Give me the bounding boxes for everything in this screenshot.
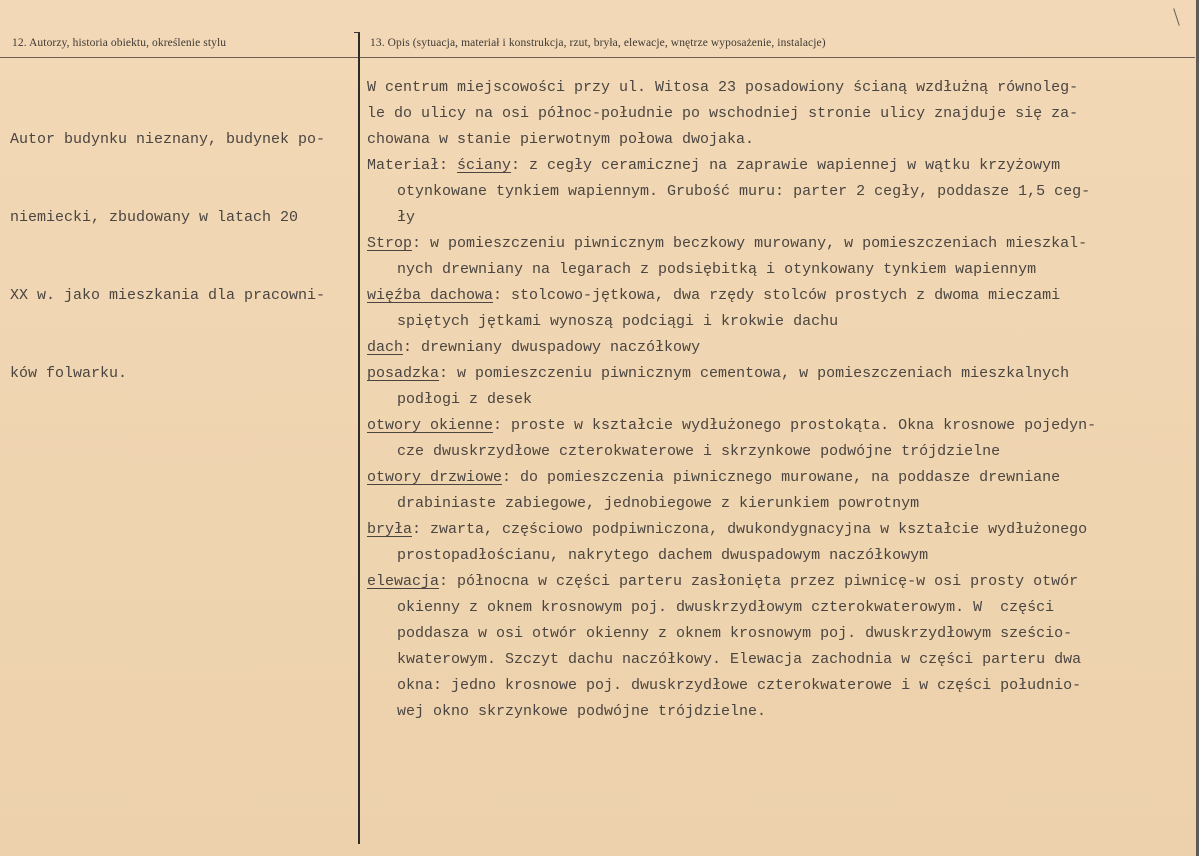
field-label: elewacja bbox=[367, 573, 440, 590]
description-line bbox=[367, 75, 1187, 101]
field-text: spiętych jętkami wynoszą podciągi i krokwie dachu bbox=[397, 313, 839, 330]
field-text: : drewniany dwuspadowy naczółkowy bbox=[403, 339, 701, 356]
text-line: ków folwarku. bbox=[10, 365, 128, 382]
description-line bbox=[367, 309, 1187, 335]
description-line bbox=[367, 257, 1187, 283]
field-text: otynkowane tynkiem wapiennym. Grubość muru: parter 2 cegły, poddasze 1,5 ceg- bbox=[397, 183, 1091, 200]
field-text: chowana w stanie pierwotnym połowa dwojaka. bbox=[367, 131, 755, 148]
text-line: Autor budynku nieznany, budynek po- bbox=[10, 131, 326, 148]
corner-mark bbox=[1173, 8, 1180, 25]
field-text: : północna w części parteru zasłonięta przez piwnicę-w osi prosty otwór bbox=[439, 573, 1079, 590]
field-text: W centrum miejscowości przy ul. Witosa 23 posadowiony ścianą wzdłużną równoleg- bbox=[367, 79, 1079, 96]
column-divider bbox=[358, 32, 360, 844]
section-13-header: 13. Opis (sytuacja, materiał i konstrukcja, rzut, bryła, elewacje, wnętrze wyposażenie, instalacje) bbox=[370, 37, 826, 49]
field-text: : zwarta, częściowo podpiwniczona, dwukondygnacyjna w kształcie wydłużonego bbox=[412, 521, 1088, 538]
field-text: prostopadłościanu, nakrytego dachem dwuspadowym naczółkowym bbox=[397, 547, 929, 564]
field-text: ły bbox=[397, 209, 416, 226]
description-line bbox=[367, 205, 1187, 231]
description-line bbox=[367, 101, 1187, 127]
field-text: : proste w kształcie wydłużonego prostokąta. Okna krosnowe pojedyn- bbox=[493, 417, 1097, 434]
field-text: cze dwuskrzydłowe czterokwaterowe i skrzynkowe podwójne trójdzielne bbox=[397, 443, 1001, 460]
field-text: : z cegły ceramicznej na zaprawie wapiennej w wątku krzyżowym bbox=[511, 157, 1061, 174]
description-line bbox=[367, 517, 1187, 543]
description-line bbox=[367, 647, 1187, 673]
field-text: kwaterowym. Szczyt dachu naczółkowy. Elewacja zachodnia w części parteru dwa bbox=[397, 651, 1082, 668]
field-text: nych drewniany na legarach z podsiębitką i otynkowany tynkiem wapiennym bbox=[397, 261, 1037, 278]
field-label: bryła bbox=[367, 521, 413, 538]
field-text: : w pomieszczeniu piwnicznym cementowa, w pomieszczeniach mieszkalnych bbox=[439, 365, 1070, 382]
description-line bbox=[367, 465, 1187, 491]
description-line bbox=[367, 387, 1187, 413]
description-line bbox=[367, 621, 1187, 647]
description-line bbox=[367, 179, 1187, 205]
description-line bbox=[367, 595, 1187, 621]
description-line bbox=[367, 543, 1187, 569]
text-line: niemiecki, zbudowany w latach 20 bbox=[10, 209, 299, 226]
field-text: okienny z oknem krosnowym poj. dwuskrzydłowym czterokwaterowym. W części bbox=[397, 599, 1055, 616]
description-text bbox=[367, 75, 1187, 725]
field-label: ściany bbox=[457, 157, 512, 174]
field-text: podłogi z desek bbox=[397, 391, 533, 408]
divider-tick bbox=[354, 32, 360, 33]
field-text: : w pomieszczeniu piwnicznym beczkowy murowany, w pomieszczeniach mieszkal- bbox=[412, 235, 1088, 252]
field-text: wej okno skrzynkowe podwójne trójdzielne. bbox=[397, 703, 767, 720]
field-text: poddasza w osi otwór okienny z oknem krosnowym poj. dwuskrzydłowym sześcio- bbox=[397, 625, 1073, 642]
field-label: Strop bbox=[367, 235, 413, 252]
description-line bbox=[367, 283, 1187, 309]
description-line bbox=[367, 127, 1187, 153]
field-text: okna: jedno krosnowe poj. dwuskrzydłowe czterokwaterowe i w części południo- bbox=[397, 677, 1082, 694]
field-text: : do pomieszczenia piwnicznego murowane, na poddasze drewniane bbox=[502, 469, 1061, 486]
field-text: drabiniaste zabiegowe, jednobiegowe z kierunkiem powrotnym bbox=[397, 495, 920, 512]
description-line bbox=[367, 569, 1187, 595]
description-line bbox=[367, 673, 1187, 699]
description-line bbox=[367, 413, 1187, 439]
field-text: : stolcowo-jętkowa, dwa rzędy stolców prostych z dwoma mieczami bbox=[493, 287, 1061, 304]
text-line: XX w. jako mieszkania dla pracowni- bbox=[10, 287, 326, 304]
field-label: dach bbox=[367, 339, 404, 356]
field-label: posadzka bbox=[367, 365, 440, 382]
description-line bbox=[367, 699, 1187, 725]
description-line bbox=[367, 439, 1187, 465]
description-line bbox=[367, 361, 1187, 387]
description-line bbox=[367, 231, 1187, 257]
description-line bbox=[367, 335, 1187, 361]
section-12-header: 12. Autorzy, historia obiektu, określenie stylu bbox=[12, 37, 227, 49]
description-line bbox=[367, 491, 1187, 517]
field-text: le do ulicy na osi północ-południe po wschodniej stronie ulicy znajduje się za- bbox=[367, 105, 1079, 122]
field-label: więźba dachowa bbox=[367, 287, 494, 304]
description-line bbox=[367, 153, 1187, 179]
field-label: otwory okienne bbox=[367, 417, 494, 434]
material-prefix: Materiał: bbox=[367, 157, 458, 174]
header-divider bbox=[0, 57, 1195, 58]
authors-history-text bbox=[10, 75, 355, 439]
field-label: otwory drzwiowe bbox=[367, 469, 503, 486]
